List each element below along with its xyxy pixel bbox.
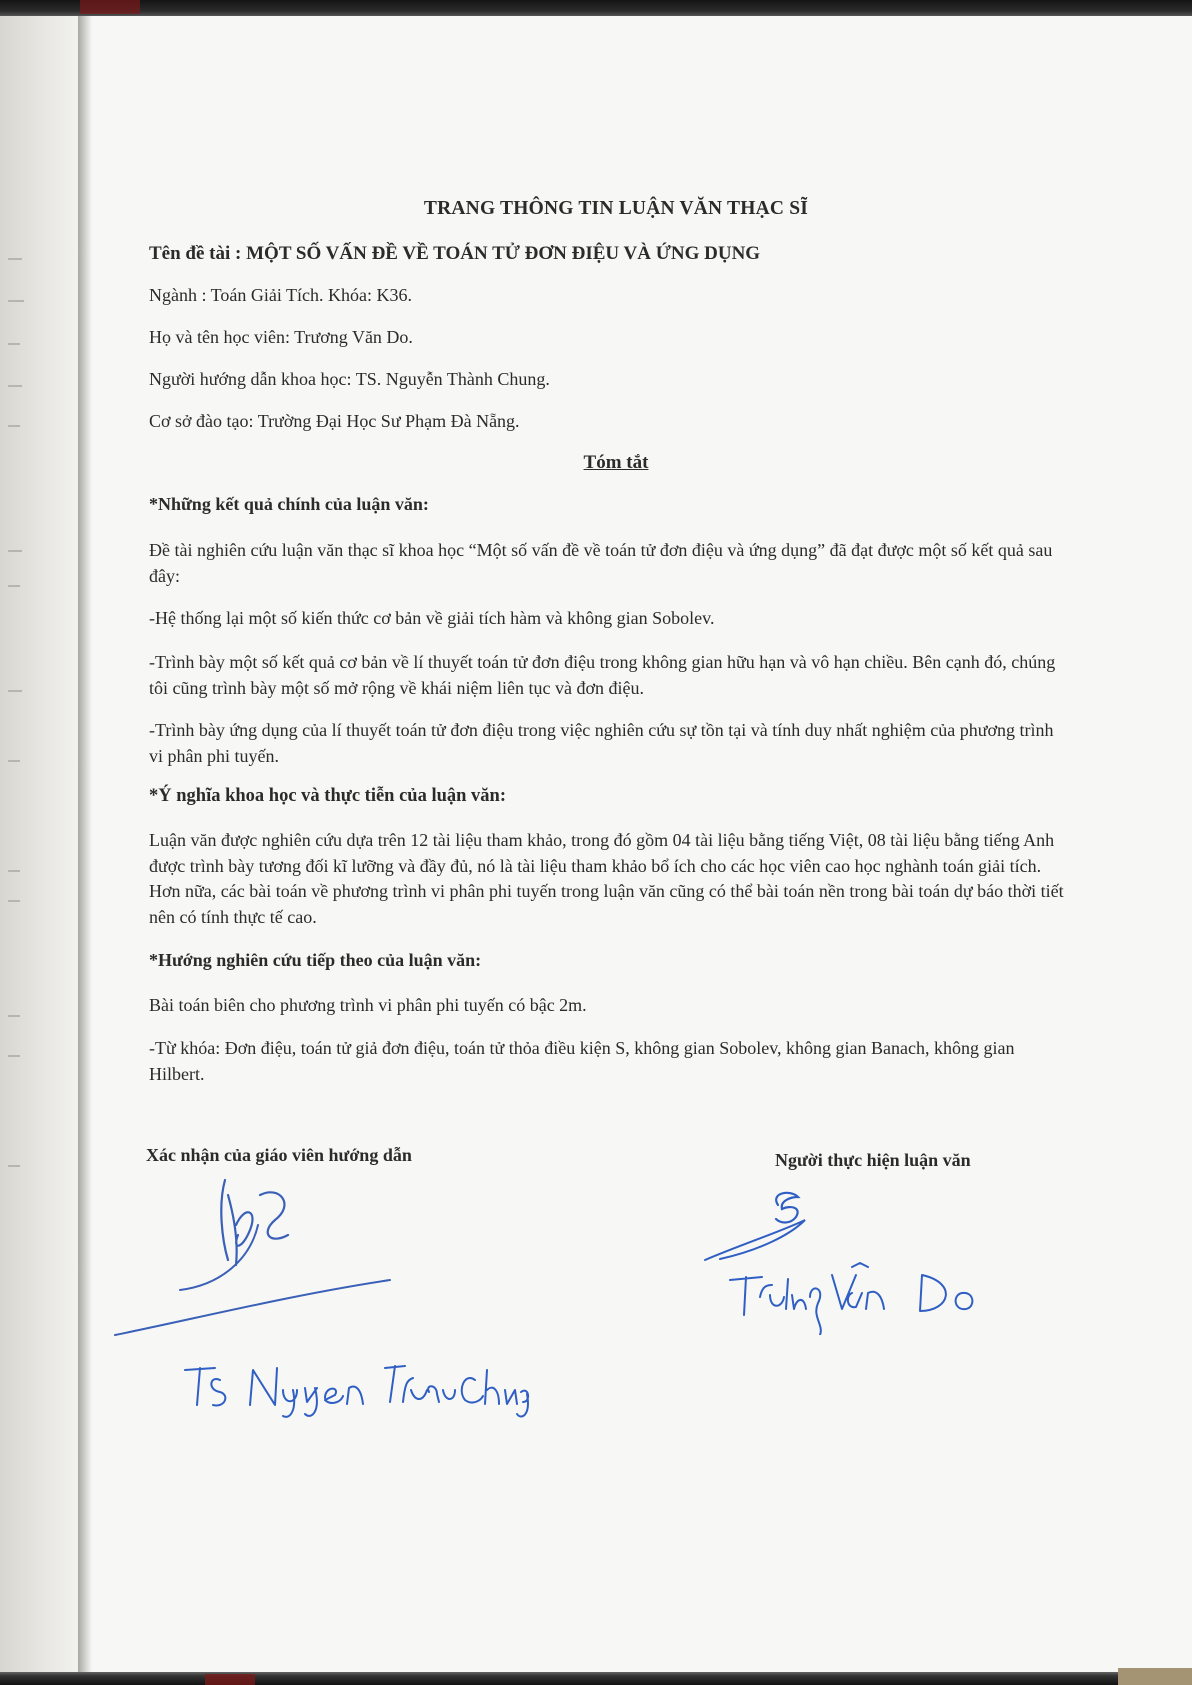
scan-left-margin (0, 16, 80, 1672)
result-item-2: -Trình bày một số kết quả cơ bản về lí thuyết toán tử đơn điệu trong không gian hữu hạn và vô hạn chiều. Bên cạnh đó, chúng tôi cũng trình bày một số mở rộng về khái niệm liên tục và đơn điệu. (149, 652, 1056, 698)
page-binding-shadow (78, 16, 92, 1672)
advisor-line: Người hướng dẫn khoa học: TS. Nguyễn Thành Chung. (149, 369, 550, 389)
significance-heading: *Ý nghĩa khoa học và thực tiễn của luận văn: (149, 786, 507, 806)
document-title: TRANG THÔNG TIN LUẬN VĂN THẠC SĨ (423, 198, 809, 219)
scan-top-edge (0, 0, 1192, 16)
result-item-3: -Trình bày ứng dụng của lí thuyết toán tử đơn điệu trong việc nghiên cứu sự tồn tại và tính duy nhất nghiệm của phương trình vi phân phi tuyến. (149, 720, 1054, 766)
author-label: Người thực hiện luận văn (775, 1150, 971, 1170)
summary-heading: Tóm tắt (583, 452, 649, 473)
results-heading: *Những kết quả chính của luận văn: (149, 494, 429, 514)
author-signature (700, 1175, 1000, 1335)
keywords-text: -Từ khóa: Đơn điệu, toán tử giả đơn điệu, toán tử thỏa điều kiện S, không gian Sobolev, không gian Banach, không gian Hilbert. (149, 1038, 1015, 1084)
scan-top-mark (80, 0, 140, 14)
topic-line (149, 243, 760, 265)
result-item-1: -Hệ thống lại một số kiến thức cơ bản về giải tích hàm và không gian Sobolev. (149, 608, 715, 628)
scan-bottom-mark (205, 1674, 255, 1685)
topic-label: Tên đề tài : (149, 243, 242, 264)
scan-bottom-edge (0, 1672, 1192, 1685)
advisor-handwritten-name (175, 1350, 535, 1420)
scan-bottom-corner (1118, 1668, 1192, 1685)
significance-text: Luận văn được nghiên cứu dựa trên 12 tài liệu tham khảo, trong đó gồm 04 tài liệu bằng tiếng Việt, 08 tài liệu bằng tiếng Anh được trình bày tương đối kĩ lưỡng và đầy đủ, nó là tài liệu tham khảo bổ ích cho các học viên cao học nghành toán giải tích. Hơn nữa, các bài toán về phương trình vi phân phi tuyến trong luận văn cũng có thể bài toán nền trong bài toán dự báo thời tiết nên có tính thực tế cao. (149, 830, 1064, 927)
future-heading: *Hướng nghiên cứu tiếp theo của luận văn: (149, 950, 482, 970)
student-line: Họ và tên học viên: Trương Văn Do. (149, 327, 413, 347)
results-intro: Đề tài nghiên cứu luận văn thạc sĩ khoa học “Một số vấn đề về toán tử đơn điệu và ứng dụng” đã đạt được một số kết quả sau đây: (149, 540, 1053, 586)
institution-line: Cơ sở đào tạo: Trường Đại Học Sư Phạm Đà Nẵng. (149, 411, 520, 431)
major-line: Ngành : Toán Giải Tích. Khóa: K36. (149, 285, 413, 305)
advisor-signature (110, 1165, 410, 1345)
future-text: Bài toán biên cho phương trình vi phân phi tuyến có bậc 2m. (149, 995, 587, 1015)
advisor-confirmation-label: Xác nhận của giáo viên hướng dẫn (146, 1145, 412, 1165)
topic-title: MỘT SỐ VẤN ĐỀ VỀ TOÁN TỬ ĐƠN ĐIỆU VÀ ỨNG DỤNG (246, 243, 761, 264)
